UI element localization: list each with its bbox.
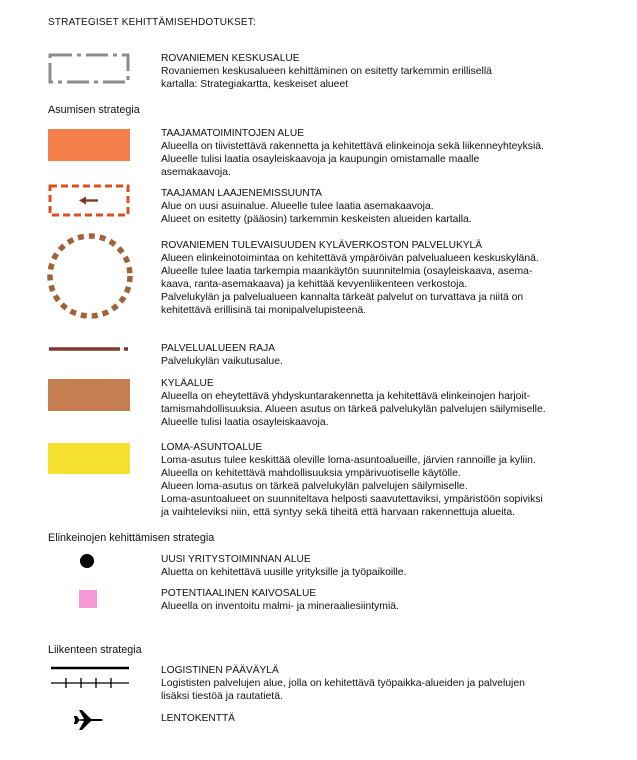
item-description: Alueen elinkeinotoimintaa on kehitettävä ympäröivän palvelualueen keskuskylänä. Alueelle tulee laatia tarkempia maankäytön suunnitelmia (osayleiskaava, asema- kaava, ranta-asemakaava) ja kehittää kevyenliikenteen verkostoja. Palvelukylän ja palvelualueen kannalta tärkeät palvelut on turvattava ja niitä on kehitettävä erillisinä tai monipalvelupisteenä. xyxy=(161,253,539,316)
item-title: PALVELUALUEEN RAJA xyxy=(161,343,275,354)
section-heading-asuminen: Asumisen strategia xyxy=(48,104,140,116)
airplane-icon xyxy=(72,708,106,732)
item-title: ROVANIEMEN TULEVAISUUDEN KYLÄVERKOSTON PALVELUKYLÄ xyxy=(161,240,483,251)
item-description: Palvelukylän vaikutusalue. xyxy=(161,356,283,367)
boundary-line-icon xyxy=(48,345,132,355)
legend-title: STRATEGISET KEHITTÄMISEHDOTUKSET: xyxy=(48,17,256,28)
item-description: Aluetta on kehitettävä uusille yrityksille ja työpaikoille. xyxy=(161,567,407,578)
item-title: ROVANIEMEN KESKUSALUE xyxy=(161,53,300,64)
yellow-area-swatch xyxy=(48,443,130,474)
section-heading-liikenne: Liikenteen strategia xyxy=(48,644,142,656)
road-and-railway-icon xyxy=(48,664,132,694)
item-title: TAAJAMAN LAAJENEMISSUUNTA xyxy=(161,188,322,199)
item-description: Alueella on eheytettävä yhdyskuntarakennetta ja kehitettävä elinkeinojen harjoit- tamismahdollisuuksia. Alueen asutus on tärkeä palvelukylän palvelujen säilymiselle. Alueelle tulisi laatia osayleiskaavoja. xyxy=(161,391,546,428)
item-title: KYLÄALUE xyxy=(161,378,214,389)
orange-area-swatch xyxy=(48,129,130,161)
dashed-circle-icon xyxy=(46,232,134,320)
item-title: LOGISTINEN PÄÄVÄYLÄ xyxy=(161,665,279,676)
item-title: LENTOKENTTÄ xyxy=(161,713,235,724)
item-description: Alue on uusi asuinalue. Alueelle tulee laatia asemakaavoja. Alueet on esitetty (pääosin) tarkemmin keskeisten alueiden kartalla. xyxy=(161,201,472,225)
item-description: Loma-asutus tulee keskittää oleville loma-asuntoalueille, järvien rannoille ja kyliin. Alueella on kehitettävä mahdollisuuksia ympärivuotiselle käytölle. Alueen loma-asutus on tärkeä palvelukylän palvelujen säilymiselle. Loma-asuntoalueet on suunniteltava helposti saavutettaviksi, ympäristöön sopiviksi ja vaihteleviksi niin, että syntyy sekä tiheitä että harvaan rakennettuja alueita. xyxy=(161,455,543,518)
black-dot-icon xyxy=(79,553,95,569)
grey-dash-dot-rectangle-icon xyxy=(48,52,130,84)
brown-area-swatch xyxy=(48,379,130,411)
item-title: TAAJAMATOIMINTOJEN ALUE xyxy=(161,128,305,139)
item-title: UUSI YRITYSTOIMINNAN ALUE xyxy=(161,554,311,565)
section-heading-elinkeinot: Elinkeinojen kehittämisen strategia xyxy=(48,532,215,544)
item-title: POTENTIAALINEN KAIVOSALUE xyxy=(161,588,317,599)
pink-area-swatch xyxy=(79,590,97,608)
item-description: Rovaniemen keskusalueen kehittäminen on esitetty tarkemmin erillisellä kartalla: Strategiakartta, keskeiset alueet xyxy=(161,66,492,90)
item-description: Alueella on tiivistettävä rakennetta ja kehitettävä elinkeinoja sekä liikenneyhteyksiä. Alueelle tulisi laatia osayleiskaavoja ja kaupungin omistamalle maalle asemakaavoja. xyxy=(161,141,544,178)
dashed-rectangle-arrow-icon xyxy=(48,184,132,218)
item-description: Logististen palvelujen alue, jolla on kehitettävä työpaikka-alueiden ja palvelujen lisäksi tiestöä ja rautatietä. xyxy=(161,678,525,702)
item-description: Alueella on inventoitu malmi- ja mineraaliesiintymiä. xyxy=(161,601,399,612)
item-title: LOMA-ASUNTOALUE xyxy=(161,442,263,453)
